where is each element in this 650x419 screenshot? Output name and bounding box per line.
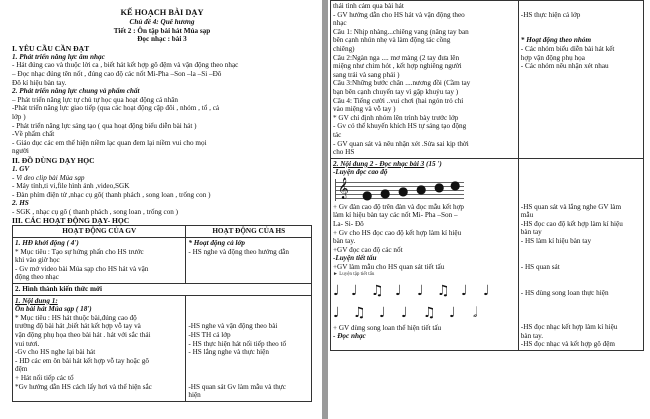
hs-line: - HS quan sát [520, 262, 560, 271]
activities-table [12, 225, 312, 401]
content-subtitle: Ôn bài hát Múa sạp [15, 305, 75, 314]
hs-line: mẫu [520, 211, 534, 220]
quarter-note-icon: ● [416, 181, 427, 196]
quarter-note-icon: ● [380, 185, 391, 200]
hs-line: -HS đọc cao độ kết hợp làm kí hiệu [520, 219, 623, 228]
ability-line: -Về phẩm chất [12, 130, 55, 139]
hs-line: hợp vận động phụ họa [520, 53, 585, 62]
gv-line: - Gv mở video bài Múa sạp cho HS hát và vận [15, 264, 149, 273]
subsection-music-ability: 1. Phát triển năng lực âm nhạc [12, 52, 105, 61]
requirement-line: Đô kí hiệu bàn tay. [12, 78, 67, 87]
rhythm-caption: ► Luyện tập tiết tấu [333, 271, 375, 277]
gv-line: +GV đọc cao độ các nốt [333, 245, 403, 254]
gv-line: làm kí hiệu bàn tay các nốt Mi- Pha –Son – [333, 211, 458, 220]
gv-line: bạn bên cạnh chuyển tay vì gập khuỷu tay ) [333, 87, 459, 96]
gv-line: - Gv có thể khuyến khích HS tự sáng tạo động [333, 122, 467, 131]
topic-line: Chủ đề 4: Quê hương [129, 18, 195, 26]
gv-line: cho HS [333, 148, 355, 157]
hs-line: - HS thực hiện hát nối tiếp theo tổ [188, 339, 287, 348]
activity-title: 2. Hình thành kiến thức mới [13, 284, 312, 296]
gv-line: vận động phụ họa theo bài hát . hát với sắc thái [15, 331, 151, 339]
table-header-teacher: HOẠT ĐỘNG CỦA GV [13, 226, 186, 238]
treble-clef-icon: 𝄞 [338, 177, 349, 199]
quarter-note-icon: ♩ [461, 282, 468, 299]
rhythm-practice-label: -Luyện tiết tấu [333, 254, 377, 263]
section-activities: III. CÁC HOẠT ĐỘNG DẠY- HỌC [12, 216, 130, 226]
subsection-general-ability: 2. Phát triển năng lực chung và phẩm chất [12, 87, 140, 96]
lesson-plan-page-right [328, 0, 650, 419]
half-note-icon: 𝅗𝅥 [473, 304, 478, 321]
gv-line: chiêng) [333, 44, 355, 53]
quarter-note-icon: ♩ [417, 282, 424, 299]
ability-line: người [12, 147, 29, 156]
table-row [13, 238, 312, 284]
gv-line: - GV hướng dẫn cho HS hát và vận động theo [333, 10, 465, 19]
section-requirements: I. YÊU CẦU CẦN ĐẠT [12, 43, 90, 53]
ability-line: - Phát triển năng lực sáng tạo ( qua hoạt động biểu diễn bài hát ) [12, 121, 197, 130]
table-row [13, 295, 312, 401]
hs-line: - HS làm kí hiệu bàn tay [520, 237, 592, 246]
table-header-student: HOẠT ĐỘNG CỦA HS [186, 226, 312, 238]
gv-line: Câu 1: Nhịp nhàng...chiêng vang (nâng tay ban [333, 27, 469, 36]
hs-line: - Các nhóm biểu diễn bài hát kết [520, 44, 615, 53]
quarter-note-icon: ● [362, 187, 373, 202]
table-row [13, 284, 312, 296]
hs-line: -HS TH cá lớp [188, 331, 231, 339]
material-line: - SGK , nhạc cụ gõ ( thanh phách , song loan , trống con ) [12, 207, 179, 216]
hs-line: -HS quan sát và lắng nghe GV làm [520, 202, 622, 211]
ability-line: -Phát triển năng lực giao tiếp (qua các hoạt động cặp đôi , nhóm , tổ , cả [12, 104, 220, 113]
gv-line: La- Si- Đô [333, 220, 364, 229]
page-title: KẾ HOẠCH BÀI DẠY [120, 8, 204, 17]
pitch-practice-label: -Luyện đọc cao độ [333, 168, 388, 177]
gv-line: + Hát nối tiếp các tổ [15, 373, 74, 382]
quarter-note-icon: ♩ [483, 282, 490, 299]
gv-line: + GV dùng song loan thể hiện tiết tấu [333, 323, 442, 332]
eighth-notes-icon: ♫ [423, 304, 436, 321]
ability-line: – Phát triển năng lực tự chủ tự học qua hoạt động cá nhân [12, 95, 178, 104]
quarter-note-icon: ♩ [333, 304, 340, 321]
hs-line: - Các nhóm nêu nhận xét nhau [520, 62, 609, 71]
quarter-note-icon: ● [434, 179, 445, 194]
gv-line: + Gv cho HS đọc cao độ kết hợp làm kí hiệu [333, 228, 462, 237]
gv-line: - HD các em ôn bài hát kết hợp vỗ tay hoặc gõ [15, 356, 149, 365]
hs-line: - HS dùng song loan thực hiện [520, 288, 609, 297]
quarter-note-icon: ● [398, 183, 409, 198]
subsection-teacher: 1. GV [12, 164, 30, 173]
gv-line: Câu 3:Những bước chân ....nương đồi (Cầm tay [333, 79, 471, 88]
gv-line: sang trái và sang phải ) [333, 70, 400, 79]
gv-line: nhạc [333, 19, 347, 28]
gv-line: - GV quan sát và nêu nhận xét .Sửa sai kịp thời [333, 139, 469, 148]
table-row [331, 1, 644, 159]
activity-title: 1. HĐ khởi động [15, 239, 65, 248]
gv-line: bên cạnh nhún nhẹ và làm động tác cồng [333, 36, 451, 45]
gv-line: tác [333, 130, 342, 139]
gv-line: khi vào giờ học [15, 256, 60, 265]
hs-line: -HS quan sát Gv làm mẫu và thực [188, 382, 286, 391]
hs-line: * Hoạt động theo nhóm [520, 36, 592, 45]
gv-line: + Gv đàn cao độ trên đàn và đọc mẫu kết hợp [333, 202, 464, 211]
lesson-line: Tiết 2 : Ôn tập bài hát Múa sạp [113, 26, 211, 35]
quarter-note-icon: ♩ [401, 304, 408, 321]
hs-line: - HS nghe và động theo hướng dẫn [188, 247, 289, 256]
rhythm-pattern [333, 280, 503, 300]
quarter-note-icon: ● [450, 177, 461, 192]
eighth-notes-icon: ♫ [353, 304, 366, 321]
gv-line: vào miệng và vỗ tay ) [333, 105, 396, 114]
content-time: (15 ') [424, 159, 442, 168]
gv-line: thái tình cảm qua bài hát [333, 2, 404, 10]
gv-line: đệm [15, 365, 28, 374]
hs-line: -HS đọc nhạc và kết hợp gõ đệm [520, 340, 616, 349]
hs-line: -HS đọc nhạc kết hợp làm kí hiệu [520, 322, 618, 331]
hs-line: bàn tay [520, 228, 542, 237]
music-reading-line: Đọc nhạc : bài 3 [137, 35, 187, 44]
gv-line: bàn tay. [333, 237, 356, 246]
gv-line: vui tươi. [15, 339, 40, 348]
subsection-student: 2. HS [12, 199, 29, 208]
gv-line: *Gv hướng dẫn HS cách lấy hơi và thể hiện sắc [15, 382, 152, 391]
rhythm-pattern [333, 302, 503, 322]
gv-line: động theo nhạc [15, 273, 59, 282]
quarter-note-icon: ♩ [379, 304, 386, 321]
quarter-note-icon: ♩ [333, 282, 340, 299]
ability-line: lớp ) [12, 112, 26, 121]
material-line: - Đàn phím điện tử ,nhạc cụ gõ( thanh phách , song loan , trống con ) [12, 190, 211, 199]
content-title: 1. Nội dung 1: [15, 296, 58, 305]
table-row [331, 158, 644, 350]
gv-line: -Gv cho HS nghe lại bài hát [15, 348, 96, 357]
eighth-notes-icon: ♫ [437, 282, 450, 299]
hs-line: - HS lắng nghe và thực hiện [188, 348, 269, 357]
hs-line: -HS thực hiện cả lớp [520, 10, 581, 19]
material-line: - Vi deo clip bài Múa sạp [12, 173, 85, 182]
content-title: 2. Nội dung 2 - Đọc nhạc bài 3 [333, 159, 425, 168]
hs-line: -HS nghe và vận động theo bài [188, 322, 278, 331]
requirement-line: – Đọc nhạc đúng tên nốt , đúng cao độ các nốt Mi-Pha –Son –la –Si –Đô [12, 69, 222, 78]
requirement-line: - Hát đúng cao và thuộc lời ca , biết hát kết hợp gõ đệm và vận động theo nhạc [12, 61, 239, 70]
quarter-note-icon: ♩ [351, 282, 358, 299]
activities-table-continued [330, 0, 644, 351]
hs-line: * Hoạt động cả lớp [188, 239, 245, 248]
material-line: - Máy tính,ti vi,file hình ảnh ,video,SGK [12, 182, 130, 191]
gv-line: Câu 4: Tiếng cười ..vui chơi (hai ngón trỏ chỉ [333, 96, 464, 105]
quarter-note-icon: ♩ [449, 304, 456, 321]
hs-line: hiện [188, 391, 201, 400]
content-time: ( 18') [75, 305, 92, 314]
gv-line: Câu 2:Ngàn nga .... mơ màng (2 tay đưa lên [333, 53, 460, 62]
gv-line: * Mục tiêu : Tạo sự hứng phấn cho HS trước [15, 247, 144, 256]
section-materials: II. ĐỒ DÙNG DẠY HỌC [12, 155, 95, 165]
eighth-notes-icon: ♫ [371, 282, 384, 299]
quarter-note-icon: ♩ [395, 282, 402, 299]
gv-line: miệng như chim hót , kết hợp nghiêng người [333, 62, 462, 71]
gv-line: trường độ bài hát ,biết hát kết hợp vỗ tay và [15, 322, 141, 331]
pitch-staff [335, 179, 464, 201]
gv-line: * Mục tiêu : HS hát thuộc bài,đúng cao độ [15, 313, 137, 322]
activity-time: ( 4') [64, 239, 79, 248]
gv-line: * GV chỉ định nhóm lên trình bày trước lớp [333, 113, 459, 122]
gv-line: +GV làm mẫu cho HS quan sát tiết tấu [333, 263, 445, 272]
music-reading-label: - Đọc nhạc [333, 332, 366, 341]
ability-line: - Giáo dục các em thể hiện niềm lạc quan đem lại niềm vui cho mọi [12, 138, 207, 147]
hs-line: bàn tay. [520, 331, 544, 340]
lesson-plan-page-left [0, 0, 322, 419]
